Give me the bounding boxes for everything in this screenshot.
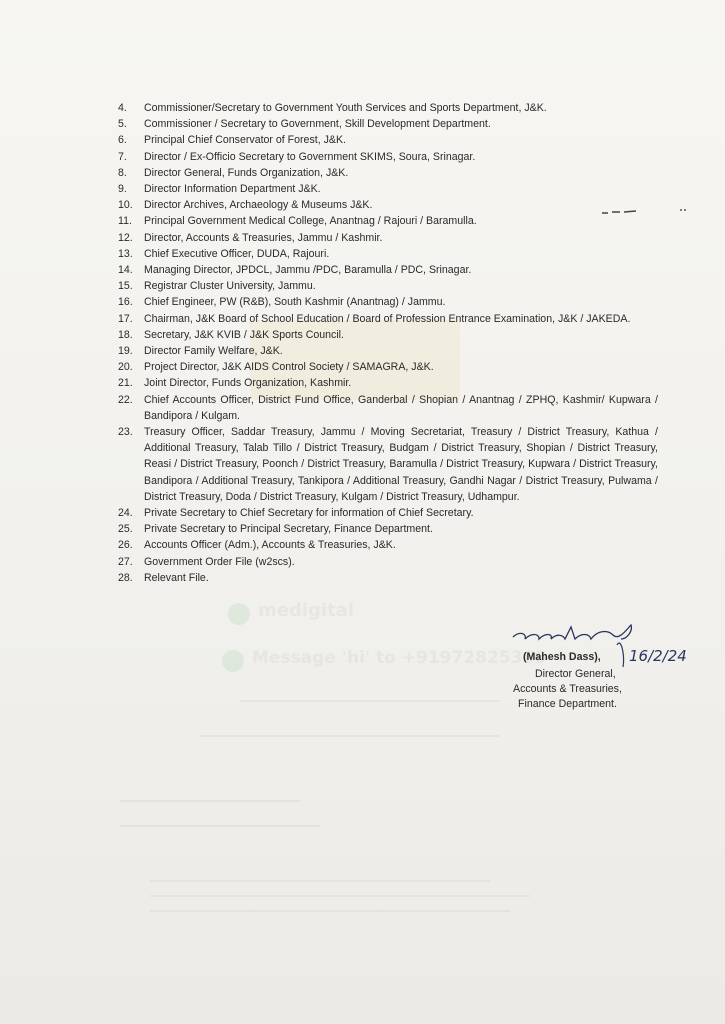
list-item-text: Chairman, J&K Board of School Education / Board of Profession Entrance Examination, J&K / JAKEDA.	[144, 312, 631, 325]
list-item-number: 9.	[118, 183, 127, 196]
list-item-text: Chief Engineer, PW (R&B), South Kashmir (Anantnag) / Jammu.	[144, 296, 446, 309]
list-item-text: Chief Executive Officer, DUDA, Rajouri.	[144, 247, 330, 260]
list-item	[118, 505, 658, 521]
list-item-number: 20.	[118, 361, 133, 374]
list-item-number: 4.	[118, 102, 127, 114]
list-item	[118, 521, 658, 537]
bleed-through-line	[120, 800, 300, 802]
bleed-through-line	[150, 910, 510, 912]
list-item-number: 22.	[118, 393, 133, 406]
list-item	[118, 149, 658, 165]
list-item-text: Director General, Funds Organization, J&K.	[144, 166, 349, 179]
svg-text:16/2/24: 16/2/24	[629, 647, 687, 665]
list-item-number: 23.	[118, 426, 133, 439]
list-item	[118, 181, 658, 197]
list-item	[118, 132, 658, 148]
list-item-number: 24.	[118, 507, 133, 520]
list-item	[118, 116, 658, 132]
list-item	[118, 197, 658, 213]
list-item-text: Joint Director, Funds Organization, Kashmir.	[144, 377, 352, 390]
list-item-text: Secretary, J&K KVIB / J&K Sports Council.	[144, 328, 344, 341]
list-item-text: Commissioner/Secretary to Government Youth Services and Sports Department, J&K.	[144, 102, 547, 114]
watermark-whatsapp-icon	[222, 650, 244, 672]
signatory-name: (Mahesh Dass),	[523, 651, 601, 663]
list-item	[118, 262, 658, 278]
list-item	[118, 100, 658, 116]
list-item-number: 7.	[118, 150, 127, 163]
list-item	[118, 343, 658, 359]
bleed-through-line	[120, 825, 320, 827]
list-item-text: Government Order File (w2scs).	[144, 555, 295, 568]
list-item-text: Relevant File.	[144, 571, 209, 584]
list-item	[118, 311, 658, 327]
list-item-number: 17.	[118, 312, 133, 325]
list-item-text: Director Information Department J&K.	[144, 183, 321, 196]
list-item-text: Principal Government Medical College, Anantnag / Rajouri / Baramulla.	[144, 215, 477, 228]
signatory-designation: Director General,	[535, 668, 616, 680]
list-item-text: Treasury Officer, Saddar Treasury, Jammu / Moving Secretariat, Treasury / District Treasury, Kathua / Additional Treasury, Talab Tillo / District Treasury, Budgam / District Treasury, Shopian / District Treasury, Reasi / District Treasury, Poonch / District Treasury, Baramulla / District Treasury, Kupwara / District Treasury, Bandipora / Additional Treasury, Tankipora / Additional Treasury, Gandhi Nagar / District Treasury, Pulwama / District Treasury, Doda / District Treasury, Kulgam / District Treasury, Udhampur.	[144, 426, 658, 503]
list-item	[118, 554, 658, 570]
list-item	[118, 294, 658, 310]
list-item-number: 25.	[118, 523, 133, 536]
list-item	[118, 213, 658, 229]
watermark-message: Message 'hi' to +91972825366	[252, 648, 547, 668]
list-item-text: Managing Director, JPDCL, Jammu /PDC, Baramulla / PDC, Srinagar.	[144, 264, 472, 277]
list-item	[118, 230, 658, 246]
list-item	[118, 327, 658, 343]
list-item-number: 14.	[118, 264, 133, 277]
list-item-text: Chief Accounts Officer, District Fund Office, Ganderbal / Shopian / Anantnag / ZPHQ, Kashmir/ Kupwara / Bandipora / Kulgam.	[144, 393, 658, 422]
list-item-number: 12.	[118, 231, 133, 244]
list-item-text: Private Secretary to Principal Secretary, Finance Department.	[144, 523, 433, 536]
list-item	[118, 246, 658, 262]
list-item-text: Private Secretary to Chief Secretary for information of Chief Secretary.	[144, 507, 474, 520]
list-item	[118, 375, 658, 391]
signatory-department: Finance Department.	[518, 698, 617, 710]
list-item-number: 21.	[118, 377, 133, 390]
signature-block	[505, 615, 705, 715]
pen-mark	[678, 206, 688, 214]
list-item-text: Director / Ex-Officio Secretary to Government SKIMS, Soura, Srinagar.	[144, 150, 476, 163]
list-item-number: 28.	[118, 571, 133, 584]
list-item-text: Commissioner / Secretary to Government, Skill Development Department.	[144, 118, 491, 131]
signatory-department: Accounts & Treasuries,	[513, 683, 622, 695]
list-item-number: 15.	[118, 280, 133, 293]
distribution-list	[118, 100, 658, 586]
list-item-number: 11.	[118, 215, 132, 228]
list-item-number: 19.	[118, 345, 133, 358]
list-item	[118, 278, 658, 294]
list-item-number: 18.	[118, 328, 133, 341]
list-item-number: 5.	[118, 118, 127, 131]
bleed-through-line	[200, 735, 500, 737]
list-item-number: 6.	[118, 134, 127, 147]
bleed-through-line	[240, 700, 500, 702]
list-item-number: 13.	[118, 247, 133, 260]
list-item-text: Registrar Cluster University, Jammu.	[144, 280, 316, 293]
list-item-text: Director Archives, Archaeology & Museums J&K.	[144, 199, 373, 212]
list-item-text: Director Family Welfare, J&K.	[144, 345, 283, 358]
list-item	[118, 165, 658, 181]
watermark-whatsapp-icon	[228, 603, 250, 625]
list-item-text: Project Director, J&K AIDS Control Society / SAMAGRA, J&K.	[144, 361, 434, 374]
bleed-through-line	[150, 880, 490, 882]
list-item-text: Accounts Officer (Adm.), Accounts & Treasuries, J&K.	[144, 539, 396, 552]
list-item-text: Principal Chief Conservator of Forest, J&K.	[144, 134, 346, 147]
list-item-number: 8.	[118, 166, 127, 179]
bleed-through-line	[150, 895, 530, 897]
list-item-text: Director, Accounts & Treasuries, Jammu / Kashmir.	[144, 231, 383, 244]
list-item-number: 10.	[118, 199, 133, 212]
list-item	[118, 392, 658, 424]
list-item	[118, 537, 658, 553]
handwritten-signature	[505, 615, 705, 675]
watermark-brand: medigital	[258, 600, 354, 621]
list-item	[118, 359, 658, 375]
list-item-number: 26.	[118, 539, 133, 552]
list-item	[118, 424, 658, 505]
list-item-number: 27.	[118, 555, 133, 568]
list-item	[118, 570, 658, 586]
list-item-number: 16.	[118, 296, 133, 309]
